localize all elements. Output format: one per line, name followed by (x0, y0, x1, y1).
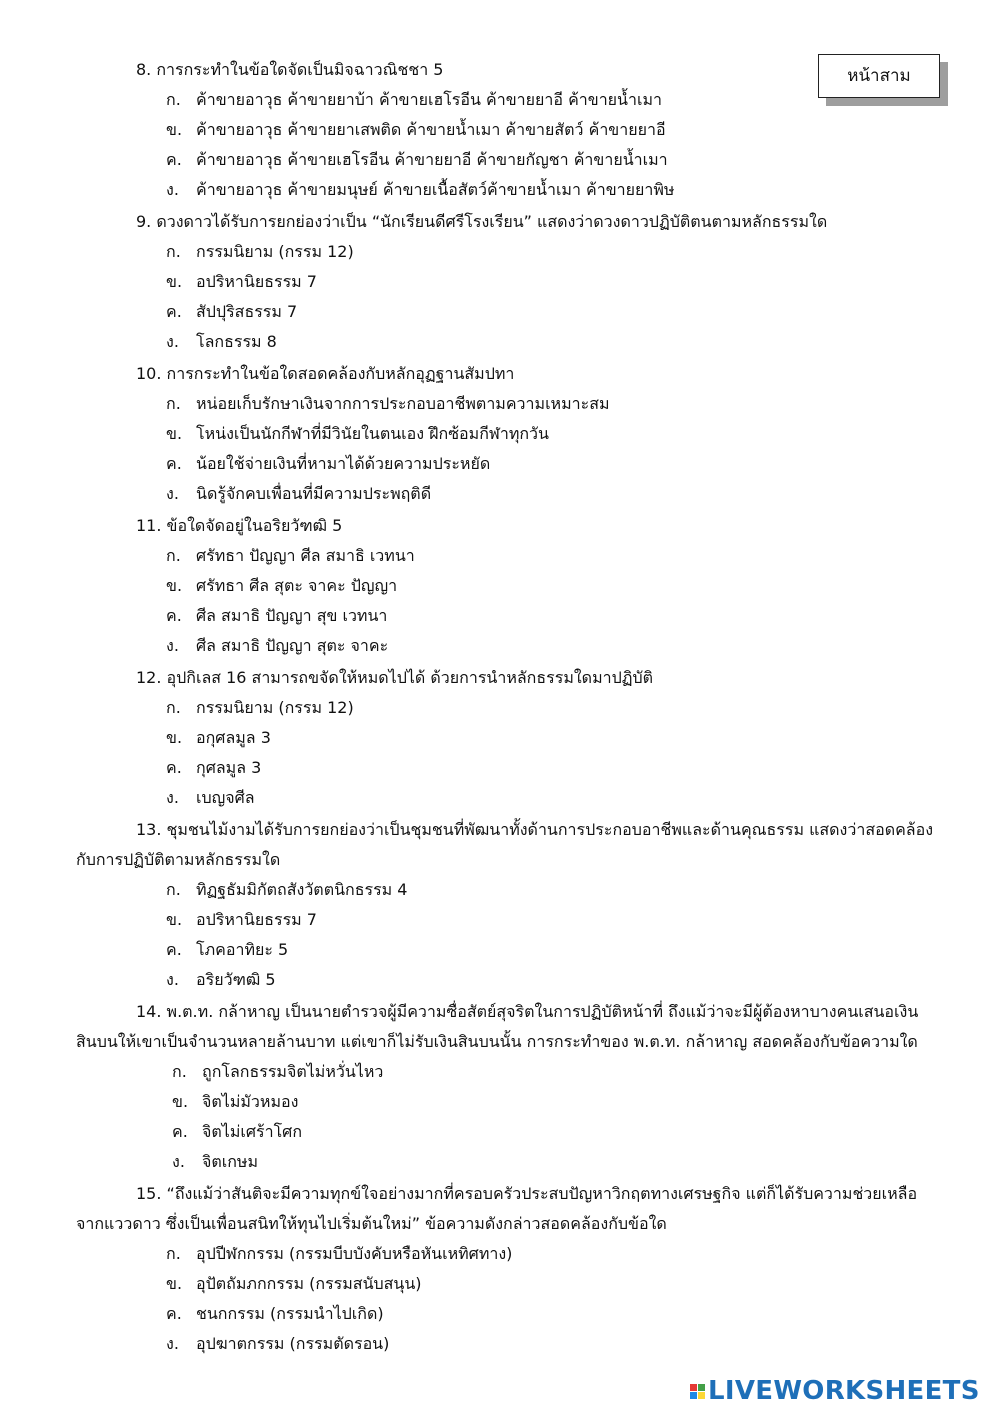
logo-text: LIVEWORKSHEETS (708, 1376, 980, 1406)
q14-option-b[interactable] (172, 1090, 298, 1114)
option-text: ค้าขายอาวุธ ค้าขายยาเสพติด ค้าขายน้ำเมา ค้าขายสัตว์ ค้าขายยาอี (196, 120, 666, 139)
option-text: โลกธรรม 8 (196, 332, 277, 351)
option-text: โภคอาทิยะ 5 (196, 940, 289, 959)
option-letter: ข. (172, 1092, 189, 1111)
q12-option-b[interactable] (166, 726, 271, 750)
q10-option-a[interactable] (166, 392, 610, 416)
question-9: 9. ดวงดาวได้รับการยกย่องว่าเป็น “นักเรียนดีศรีโรงเรียน” แสดงว่าดวงดาวปฏิบัติตนตามหลักธรรมใด (136, 212, 828, 231)
question-10: 10. การกระทำในข้อใดสอดคล้องกับหลักอุฏฐานสัมปทา (136, 364, 515, 383)
badge-square-red (690, 1384, 697, 1391)
question-14-line-2: สินบนให้เขาเป็นจำนวนหลายล้านบาท แต่เขาก็ไม่รับเงินสินบนนั้น การกระทำของ พ.ต.ท. กล้าหาญ สอดคล้องกับข้อความใด (76, 1032, 918, 1051)
q15-option-d[interactable] (166, 1332, 389, 1356)
q15-option-b[interactable] (166, 1272, 422, 1296)
option-text: อุปัตถัมภกกรรม (กรรมสนับสนุน) (196, 1274, 422, 1293)
q9-option-c[interactable] (166, 300, 297, 324)
option-text: กุศลมูล 3 (196, 758, 262, 777)
option-text: อริยวัฑฒิ 5 (196, 970, 276, 989)
option-letter: ข. (166, 272, 183, 291)
option-letter: ค. (166, 454, 182, 473)
q13-option-c[interactable] (166, 938, 288, 962)
option-letter: ก. (166, 242, 181, 261)
option-letter: ง. (166, 1334, 179, 1353)
option-text: ศรัทธา ศีล สุตะ จาคะ ปัญญา (196, 576, 398, 595)
option-letter: ข. (166, 120, 183, 139)
option-text: อกุศลมูล 3 (196, 728, 271, 747)
option-text: ค้าขายอาวุธ ค้าขายยาบ้า ค้าขายเฮโรอีน ค้าขายยาอี ค้าขายน้ำเมา (196, 90, 662, 109)
option-text: ชนกกรรม (กรรมนำไปเกิด) (196, 1304, 384, 1323)
option-letter: ก. (172, 1062, 187, 1081)
badge-square-blue (690, 1392, 697, 1399)
option-letter: ง. (166, 970, 179, 989)
option-letter: ง. (166, 636, 179, 655)
option-text: หน่อยเก็บรักษาเงินจากการประกอบอาชีพตามความเหมาะสม (196, 394, 610, 413)
q12-option-a[interactable] (166, 696, 354, 720)
question-13-line-1: 13. ชุมชนไม้งามได้รับการยกย่องว่าเป็นชุมชนที่พัฒนาทั้งด้านการประกอบอาชีพและด้านคุณธรรม แสดงว่าสอดคล้อง (136, 820, 934, 839)
option-text: จิตเกษม (202, 1152, 259, 1171)
option-letter: ข. (166, 576, 183, 595)
option-text: เบญจศีล (196, 788, 255, 807)
option-letter: ค. (166, 940, 182, 959)
q11-option-a[interactable] (166, 544, 415, 568)
q13-option-b[interactable] (166, 908, 317, 932)
q9-option-a[interactable] (166, 240, 354, 264)
option-letter: ก. (166, 394, 181, 413)
q11-option-c[interactable] (166, 604, 387, 628)
option-letter: ค. (166, 1304, 182, 1323)
badge-square-yellow (698, 1392, 705, 1399)
liveworksheets-logo[interactable] (690, 1376, 980, 1406)
q12-option-d[interactable] (166, 786, 255, 810)
q13-option-a[interactable] (166, 878, 407, 902)
q8-option-a[interactable] (166, 88, 662, 112)
q8-option-c[interactable] (166, 148, 668, 172)
question-13-line-2: กับการปฏิบัติตามหลักธรรมใด (76, 850, 281, 869)
option-letter: ค. (172, 1122, 188, 1141)
option-text: อปริหานิยธรรม 7 (196, 910, 317, 929)
option-letter: ค. (166, 302, 182, 321)
q11-option-b[interactable] (166, 574, 397, 598)
q8-option-d[interactable] (166, 178, 674, 202)
question-11: 11. ข้อใดจัดอยู่ในอริยวัฑฒิ 5 (136, 516, 343, 535)
option-letter: ก. (166, 1244, 181, 1263)
page-label: หน้าสาม (818, 54, 940, 98)
q14-option-a[interactable] (172, 1060, 383, 1084)
question-8: 8. การกระทำในข้อใดจัดเป็นมิจฉาวณิชชา 5 (136, 60, 444, 79)
option-letter: ก. (166, 880, 181, 899)
q10-option-c[interactable] (166, 452, 490, 476)
option-text: ศีล สมาธิ ปัญญา สุข เวทนา (196, 606, 388, 625)
option-text: น้อยใช้จ่ายเงินที่หามาได้ด้วยความประหยัด (196, 454, 491, 473)
option-letter: ง. (172, 1152, 185, 1171)
option-letter: ข. (166, 910, 183, 929)
option-text: กรรมนิยาม (กรรม 12) (196, 242, 354, 261)
option-letter: ค. (166, 606, 182, 625)
option-letter: ก. (166, 546, 181, 565)
option-letter: ค. (166, 150, 182, 169)
option-letter: ข. (166, 728, 183, 747)
question-12: 12. อุปกิเลส 16 สามารถขจัดให้หมดไปได้ ด้วยการนำหลักธรรมใดมาปฏิบัติ (136, 668, 654, 687)
logo-badge-icon (690, 1384, 705, 1399)
option-letter: ค. (166, 758, 182, 777)
option-letter: ง. (166, 180, 179, 199)
q9-option-b[interactable] (166, 270, 317, 294)
q10-option-d[interactable] (166, 482, 431, 506)
option-text: ค้าขายอาวุธ ค้าขายเฮโรอีน ค้าขายยาอี ค้าขายกัญชา ค้าขายน้ำเมา (196, 150, 668, 169)
q10-option-b[interactable] (166, 422, 549, 446)
option-text: สัปปุริสธรรม 7 (196, 302, 298, 321)
option-text: ทิฏฐธัมมิกัตถสังวัตตนิกธรรม 4 (196, 880, 408, 899)
q11-option-d[interactable] (166, 634, 388, 658)
option-letter: ข. (166, 1274, 183, 1293)
option-text: ค้าขายอาวุธ ค้าขายมนุษย์ ค้าขายเนื้อสัตว์ค้าขายน้ำเมา ค้าขายยาพิษ (196, 180, 675, 199)
option-text: อปริหานิยธรรม 7 (196, 272, 317, 291)
q9-option-d[interactable] (166, 330, 277, 354)
q14-option-d[interactable] (172, 1150, 258, 1174)
option-text: อุปฆาตกรรม (กรรมตัดรอน) (196, 1334, 390, 1353)
option-text: นิดรู้จักคบเพื่อนที่มีความประพฤติดี (196, 484, 432, 503)
option-letter: ง. (166, 788, 179, 807)
q13-option-d[interactable] (166, 968, 276, 992)
question-15-line-1: 15. “ถึงแม้ว่าสันติจะมีความทุกข์ใจอย่างมากที่ครอบครัวประสบปัญหาวิกฤตทางเศรษฐกิจ แต่ก็ได้รับความช่วยเหลือ (136, 1184, 918, 1203)
option-letter: ก. (166, 90, 181, 109)
q12-option-c[interactable] (166, 756, 261, 780)
q14-option-c[interactable] (172, 1120, 302, 1144)
option-text: กรรมนิยาม (กรรม 12) (196, 698, 354, 717)
option-text: ศรัทธา ปัญญา ศีล สมาธิ เวทนา (196, 546, 415, 565)
option-text: จิตไม่มัวหมอง (202, 1092, 299, 1111)
question-15-line-2: จากแววดาว ซึ่งเป็นเพื่อนสนิทให้ทุนไปเริ่มต้นใหม่” ข้อความดังกล่าวสอดคล้องกับข้อใด (76, 1214, 667, 1233)
option-text: โหน่งเป็นนักกีฬาที่มีวินัยในตนเอง ฝึกซ้อมกีฬาทุกวัน (196, 424, 549, 443)
option-text: อุปปีฬกกรรม (กรรมบีบบังคับหรือหันเหทิศทาง) (196, 1244, 513, 1263)
option-letter: ข. (166, 424, 183, 443)
q15-option-a[interactable] (166, 1242, 512, 1266)
question-14-line-1: 14. พ.ต.ท. กล้าหาญ เป็นนายตำรวจผู้มีความซื่อสัตย์สุจริตในการปฏิบัติหน้าที่ ถึงแม้ว่าจะมีผู้ต้องหาบางคนเสนอเงิน (136, 1002, 919, 1021)
option-text: ถูกโลกธรรมจิตไม่หวั่นไหว (202, 1062, 384, 1081)
option-text: จิตไม่เศร้าโศก (202, 1122, 302, 1141)
q8-option-b[interactable] (166, 118, 666, 142)
option-letter: ง. (166, 484, 179, 503)
option-letter: ก. (166, 698, 181, 717)
badge-square-green (698, 1384, 705, 1391)
option-letter: ง. (166, 332, 179, 351)
q15-option-c[interactable] (166, 1302, 384, 1326)
option-text: ศีล สมาธิ ปัญญา สุตะ จาคะ (196, 636, 389, 655)
